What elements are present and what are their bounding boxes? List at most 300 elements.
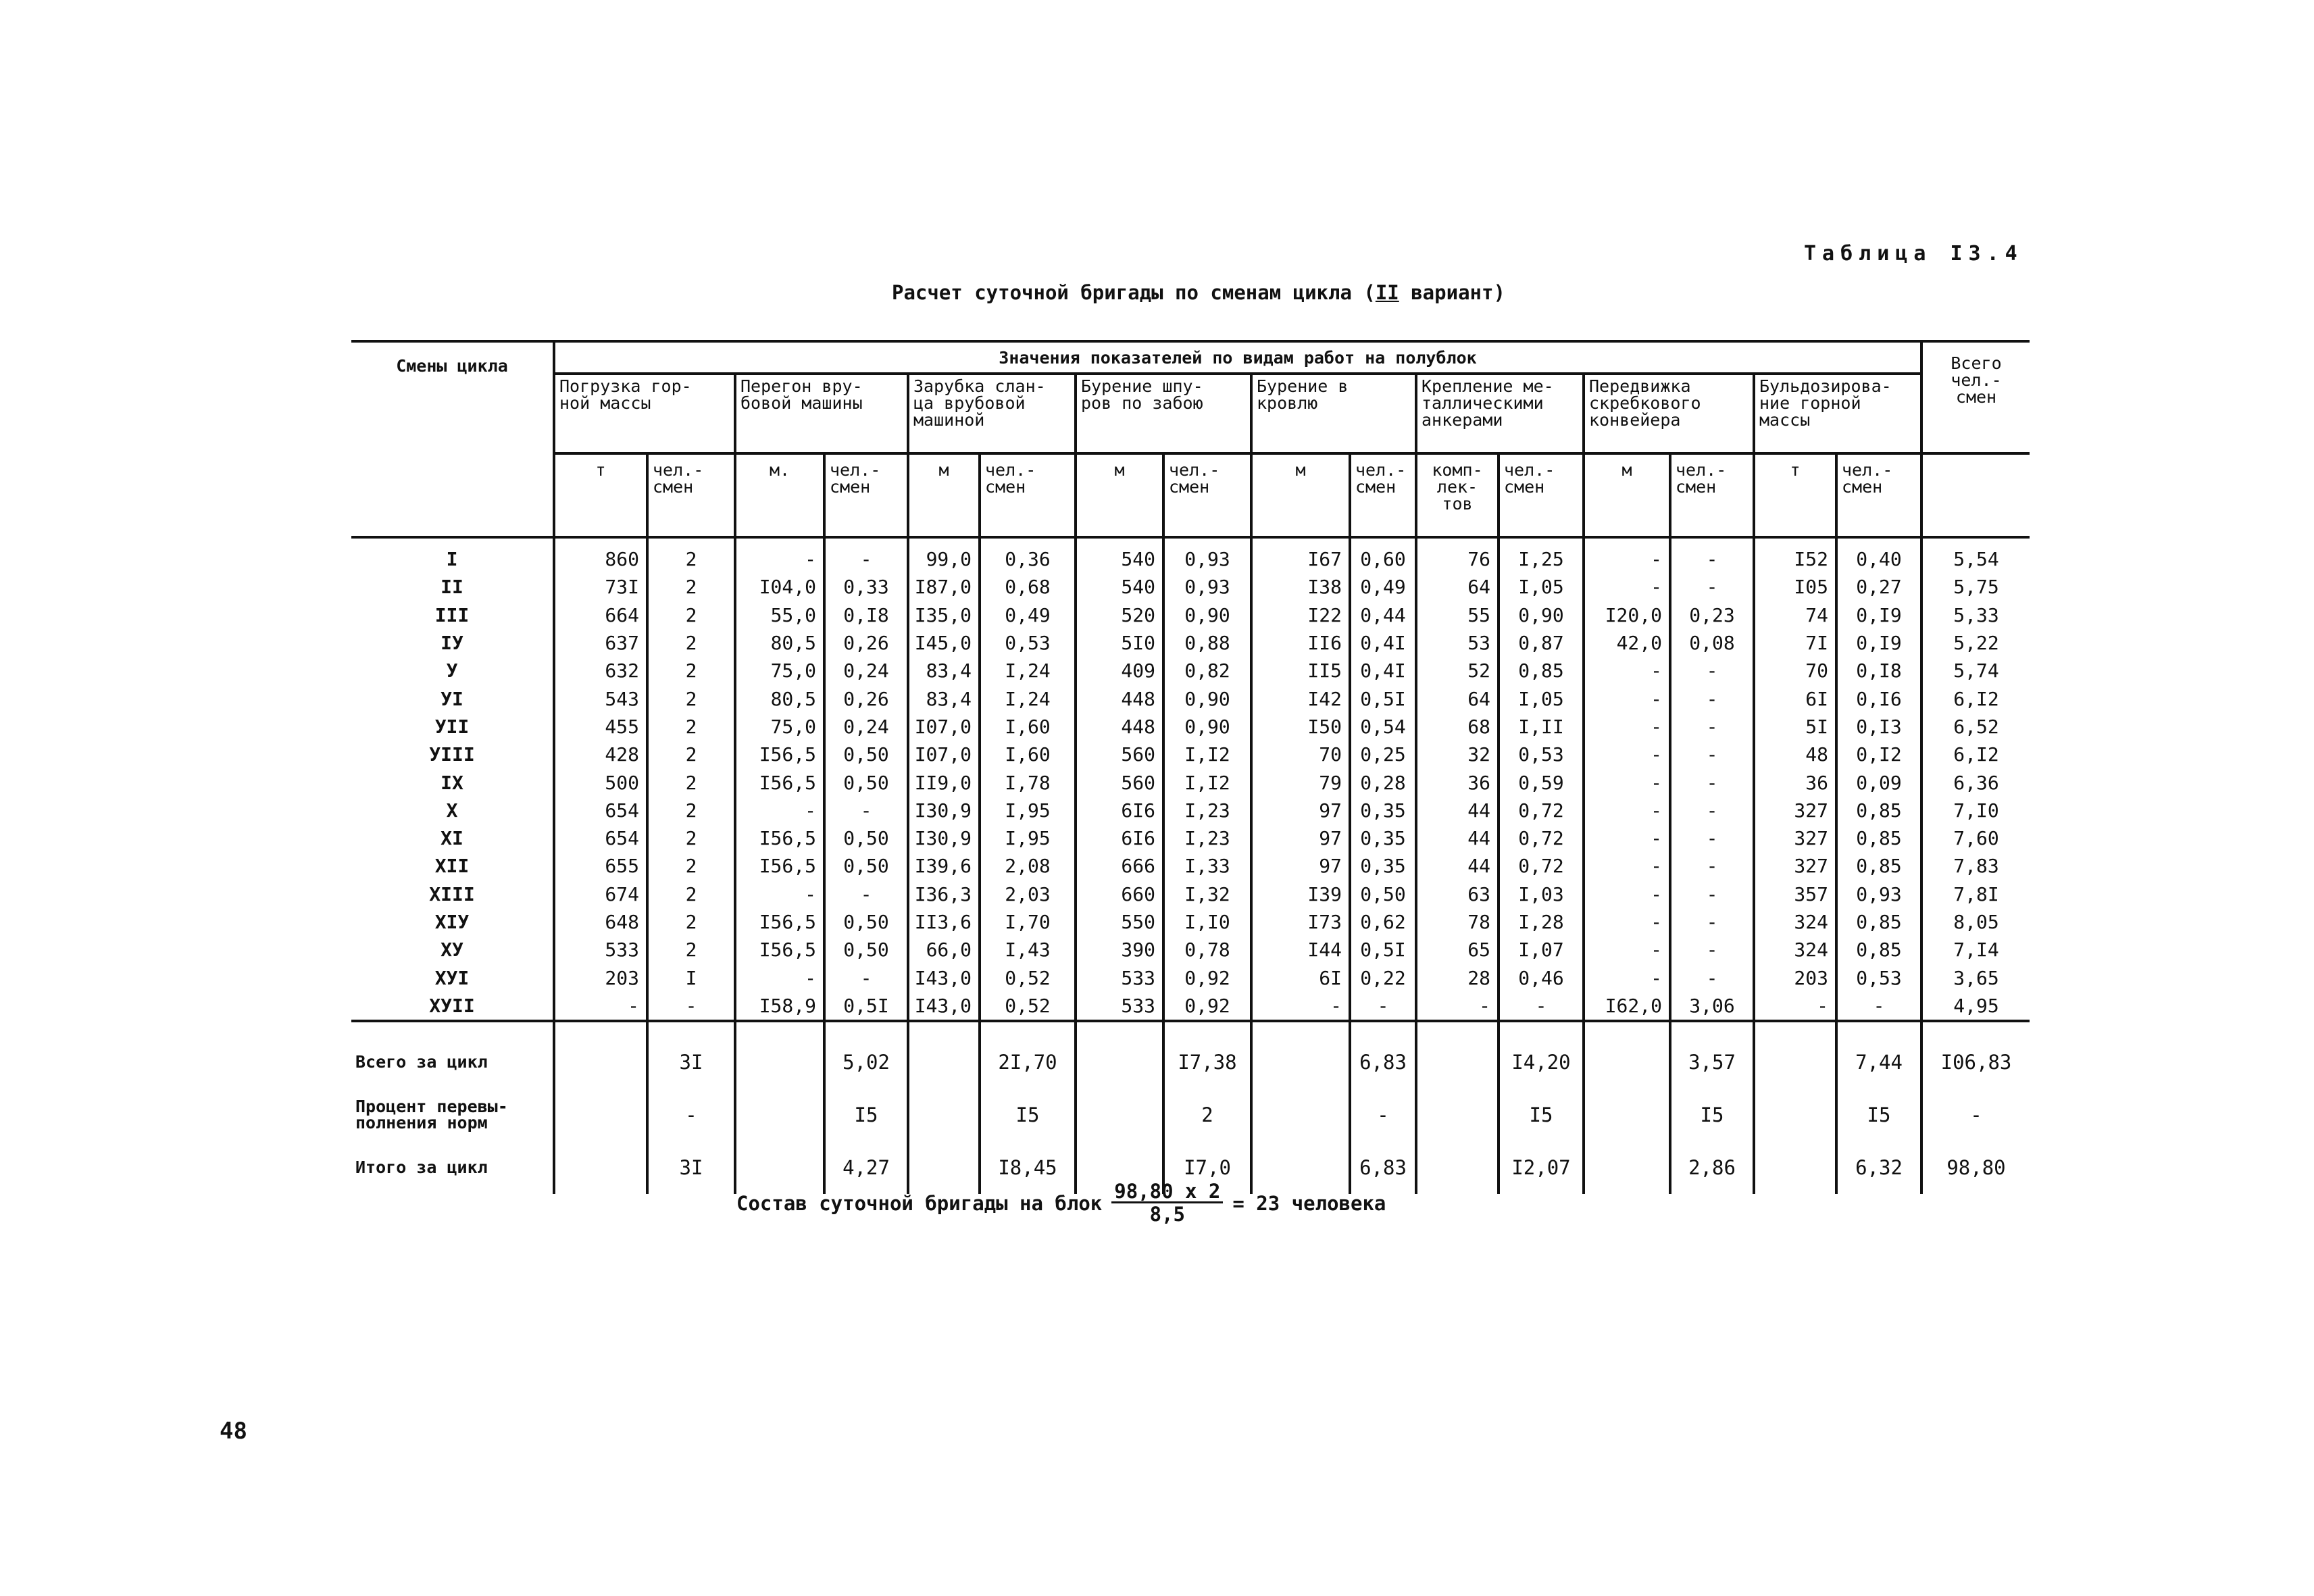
cell: 0,50 <box>824 936 908 964</box>
cell: 76 <box>1416 537 1499 573</box>
totals-cell <box>1251 1021 1350 1089</box>
header-unit-8-2: чел.- смен <box>1836 453 1921 537</box>
table-row <box>351 713 2030 741</box>
cell: 448 <box>1076 684 1163 712</box>
cell: 70 <box>1754 657 1836 684</box>
cell: 5,75 <box>1921 573 2030 601</box>
table-body <box>351 537 2030 1021</box>
cell: 327 <box>1754 824 1836 852</box>
cell: I,60 <box>980 713 1076 741</box>
cell: I,II <box>1499 713 1584 741</box>
cell: 0,08 <box>1670 629 1754 657</box>
cell: 44 <box>1416 797 1499 824</box>
cell: I56,5 <box>735 908 824 936</box>
cell: 44 <box>1416 852 1499 880</box>
totals-cell <box>1584 1021 1670 1089</box>
totals-cell: I5 <box>1836 1089 1921 1141</box>
cell: 0,90 <box>1163 601 1251 629</box>
cell: I43,0 <box>908 992 980 1021</box>
header-unit-6-1: комп- лек- тов <box>1416 453 1499 537</box>
totals-cell: I5 <box>1670 1089 1754 1141</box>
totals-cell <box>554 1141 647 1194</box>
cell: 5,22 <box>1921 629 2030 657</box>
cell: 540 <box>1076 537 1163 573</box>
cell: 7,I4 <box>1921 936 2030 964</box>
cell: 63 <box>1416 880 1499 908</box>
cell: 533 <box>1076 964 1163 991</box>
cell: 637 <box>554 629 647 657</box>
cell: 0,46 <box>1499 964 1584 991</box>
formula-numerator: 98,80 х 2 <box>1111 1181 1223 1203</box>
totals-cell: I7,0 <box>1163 1141 1251 1194</box>
totals-cell: 98,80 <box>1921 1141 2030 1194</box>
cell: 0,90 <box>1163 684 1251 712</box>
cell: 2 <box>647 852 735 880</box>
totals-cell: - <box>647 1089 735 1141</box>
cell: - <box>1251 992 1350 1021</box>
cell: 2 <box>647 657 735 684</box>
brigade-table <box>351 340 2030 1194</box>
formula-denominator: 8,5 <box>1149 1203 1186 1226</box>
cell: 7,60 <box>1921 824 2030 852</box>
cell: I,33 <box>1163 852 1251 880</box>
cell: 0,68 <box>980 573 1076 601</box>
cell: - <box>1584 824 1670 852</box>
cell: 44 <box>1416 824 1499 852</box>
cell: 0,93 <box>1163 537 1251 573</box>
cell: - <box>1670 936 1754 964</box>
totals-cell: 3I <box>647 1021 735 1089</box>
cell: - <box>1584 964 1670 991</box>
cell: 8,05 <box>1921 908 2030 936</box>
cell: 0,53 <box>1836 964 1921 991</box>
cell: I38 <box>1251 573 1350 601</box>
cell: 0,24 <box>824 657 908 684</box>
totals-cell: I06,83 <box>1921 1021 2030 1089</box>
header-work-5: Бурение в кровлю <box>1251 374 1416 453</box>
totals-cell: 6,83 <box>1350 1141 1416 1194</box>
cell: 0,27 <box>1836 573 1921 601</box>
row-shift: ХI <box>441 827 463 850</box>
cell: 53 <box>1416 629 1499 657</box>
cell: 357 <box>1754 880 1836 908</box>
header-unit-2-1: м. <box>735 453 824 537</box>
cell: 448 <box>1076 713 1163 741</box>
cell: 7,83 <box>1921 852 2030 880</box>
cell: I,07 <box>1499 936 1584 964</box>
cell: 6I6 <box>1076 797 1163 824</box>
cell: - <box>554 992 647 1021</box>
cell: 55 <box>1416 601 1499 629</box>
cell: - <box>1584 713 1670 741</box>
cell: 550 <box>1076 908 1163 936</box>
title-variant: II <box>1375 281 1399 304</box>
cell: 97 <box>1251 824 1350 852</box>
cell: - <box>824 537 908 573</box>
row-shift: Х <box>446 799 458 822</box>
title-suffix: вариант) <box>1399 281 1505 304</box>
cell: I,I2 <box>1163 741 1251 768</box>
table-row <box>351 537 2030 573</box>
cell: - <box>647 992 735 1021</box>
cell: I,05 <box>1499 684 1584 712</box>
cell: - <box>1670 537 1754 573</box>
header-shifts: Смены цикла <box>351 341 554 537</box>
cell: II3,6 <box>908 908 980 936</box>
cell: 500 <box>554 768 647 796</box>
totals-cell: - <box>1350 1089 1416 1141</box>
cell: - <box>1670 880 1754 908</box>
cell: 203 <box>554 964 647 991</box>
cell: 36 <box>1754 768 1836 796</box>
cell: 0,4I <box>1350 629 1416 657</box>
cell: 0,85 <box>1836 852 1921 880</box>
cell: 648 <box>554 908 647 936</box>
cell: 7,8I <box>1921 880 2030 908</box>
cell: - <box>1584 537 1670 573</box>
cell: 0,23 <box>1670 601 1754 629</box>
cell: 0,22 <box>1350 964 1416 991</box>
cell: 5I0 <box>1076 629 1163 657</box>
cell: - <box>1670 964 1754 991</box>
totals-cell: 5,02 <box>824 1021 908 1089</box>
formula-prefix: Состав суточной бригады на блок <box>736 1191 1103 1215</box>
cell: 0,53 <box>1499 741 1584 768</box>
cell: - <box>1670 768 1754 796</box>
cell: 0,09 <box>1836 768 1921 796</box>
totals-cell <box>1416 1141 1499 1194</box>
page-number: 48 <box>220 1418 247 1445</box>
cell: 99,0 <box>908 537 980 573</box>
cell: 0,93 <box>1163 573 1251 601</box>
cell: 2,03 <box>980 880 1076 908</box>
cell: - <box>735 537 824 573</box>
cell: 0,26 <box>824 684 908 712</box>
cell: I <box>647 964 735 991</box>
cell: 327 <box>1754 797 1836 824</box>
cell: 632 <box>554 657 647 684</box>
cell: I36,3 <box>908 880 980 908</box>
header-unit-8-1: т <box>1754 453 1836 537</box>
cell: 0,93 <box>1836 880 1921 908</box>
cell: 0,52 <box>980 992 1076 1021</box>
totals-cell: 2I,70 <box>980 1021 1076 1089</box>
totals-cell <box>1416 1089 1499 1141</box>
cell: 0,49 <box>980 601 1076 629</box>
cell: - <box>824 797 908 824</box>
cell: 560 <box>1076 768 1163 796</box>
header-total: Всего чел.- смен <box>1921 341 2030 453</box>
cell: 55,0 <box>735 601 824 629</box>
row-shift: ХУ <box>441 939 463 962</box>
cell: - <box>1584 573 1670 601</box>
cell: 74 <box>1754 601 1836 629</box>
cell: I,05 <box>1499 573 1584 601</box>
header-work-2: Перегон вру- бовой машины <box>735 374 908 453</box>
cell: 6,I2 <box>1921 684 2030 712</box>
table-row <box>351 880 2030 908</box>
cell: I56,5 <box>735 936 824 964</box>
row-shift: II <box>441 576 463 599</box>
cell: 0,49 <box>1350 573 1416 601</box>
cell: - <box>1670 824 1754 852</box>
cell: I07,0 <box>908 741 980 768</box>
title-prefix: Расчет суточной бригады по сменам цикла ( <box>892 281 1376 304</box>
cell: I,24 <box>980 684 1076 712</box>
cell: I05 <box>1754 573 1836 601</box>
totals-cell: I5 <box>980 1089 1076 1141</box>
cell: I,32 <box>1163 880 1251 908</box>
cell: 0,I9 <box>1836 601 1921 629</box>
cell: 83,4 <box>908 657 980 684</box>
cell: 78 <box>1416 908 1499 936</box>
cell: I,23 <box>1163 797 1251 824</box>
header-work-7: Передвижка скребкового конвейера <box>1584 374 1754 453</box>
cell: - <box>1350 992 1416 1021</box>
header-group: Значения показателей по видам работ на полублок <box>554 341 1921 374</box>
cell: I22 <box>1251 601 1350 629</box>
cell: 3,65 <box>1921 964 2030 991</box>
table-row <box>351 992 2030 1021</box>
cell: I45,0 <box>908 629 980 657</box>
totals-cell: I2,07 <box>1499 1141 1584 1194</box>
totals-cell <box>1754 1141 1836 1194</box>
cell: 0,85 <box>1836 797 1921 824</box>
cell: 97 <box>1251 797 1350 824</box>
cell: 0,28 <box>1350 768 1416 796</box>
cell: 2 <box>647 741 735 768</box>
cell: I30,9 <box>908 797 980 824</box>
cell: - <box>1584 880 1670 908</box>
header-unit-4-2: чел.- смен <box>1163 453 1251 537</box>
cell: 0,25 <box>1350 741 1416 768</box>
table-title <box>892 281 1505 304</box>
totals-cell <box>735 1021 824 1089</box>
cell: 0,35 <box>1350 797 1416 824</box>
cell: 0,60 <box>1350 537 1416 573</box>
cell: - <box>1754 992 1836 1021</box>
table-row <box>351 824 2030 852</box>
cell: - <box>824 880 908 908</box>
cell: 6I6 <box>1076 824 1163 852</box>
cell: 4,95 <box>1921 992 2030 1021</box>
row-shift: УII <box>434 715 470 738</box>
totals-cell: 6,32 <box>1836 1141 1921 1194</box>
row-shift: IУ <box>441 632 463 655</box>
cell: 2 <box>647 768 735 796</box>
cell: 2,08 <box>980 852 1076 880</box>
cell: 0,50 <box>824 741 908 768</box>
cell: 2 <box>647 573 735 601</box>
cell: 860 <box>554 537 647 573</box>
row-shift: ХУII <box>429 994 475 1017</box>
cell: - <box>735 797 824 824</box>
cell: 0,4I <box>1350 657 1416 684</box>
cell: 2 <box>647 880 735 908</box>
cell: 560 <box>1076 741 1163 768</box>
cell: 28 <box>1416 964 1499 991</box>
table-row <box>351 657 2030 684</box>
totals-cell <box>554 1021 647 1089</box>
cell: I,95 <box>980 824 1076 852</box>
totals-cell: 3,57 <box>1670 1021 1754 1089</box>
cell: 5I <box>1754 713 1836 741</box>
header-unit-7-2: чел.- смен <box>1670 453 1754 537</box>
cell: 0,90 <box>1163 713 1251 741</box>
cell: 0,I9 <box>1836 629 1921 657</box>
cell: II5 <box>1251 657 1350 684</box>
cell: I,25 <box>1499 537 1584 573</box>
cell: - <box>1584 768 1670 796</box>
cell: 64 <box>1416 684 1499 712</box>
row-shift: IХ <box>441 771 463 794</box>
cell: 68 <box>1416 713 1499 741</box>
totals-label: Всего за цикл <box>355 1052 488 1072</box>
cell: 0,52 <box>980 964 1076 991</box>
cell: 455 <box>554 713 647 741</box>
table-row <box>351 629 2030 657</box>
cell: 0,50 <box>824 852 908 880</box>
cell: 520 <box>1076 601 1163 629</box>
totals-cell: I7,38 <box>1163 1021 1251 1089</box>
cell: 48 <box>1754 741 1836 768</box>
totals-cell <box>1754 1021 1836 1089</box>
table-totals <box>351 1021 2030 1194</box>
cell: - <box>1584 936 1670 964</box>
cell: 83,4 <box>908 684 980 712</box>
totals-cell: 6,83 <box>1350 1021 1416 1089</box>
totals-cell: I5 <box>824 1089 908 1141</box>
cell: 327 <box>1754 852 1836 880</box>
cell: I67 <box>1251 537 1350 573</box>
cell: I,I2 <box>1163 768 1251 796</box>
totals-cell <box>1076 1021 1163 1089</box>
cell: 0,I8 <box>824 601 908 629</box>
table-caption: Таблица I3.4 <box>1804 242 2023 266</box>
table-row <box>351 908 2030 936</box>
row-shift: УI <box>441 687 463 710</box>
totals-row <box>351 1021 2030 1089</box>
cell: 324 <box>1754 936 1836 964</box>
cell: - <box>1670 684 1754 712</box>
table-row <box>351 573 2030 601</box>
totals-cell <box>735 1089 824 1141</box>
cell: 0,92 <box>1163 992 1251 1021</box>
table-row <box>351 741 2030 768</box>
header-work-1: Погрузка гор- ной массы <box>554 374 735 453</box>
cell: 2 <box>647 537 735 573</box>
header-unit-3-2: чел.- смен <box>980 453 1076 537</box>
cell: - <box>1584 852 1670 880</box>
cell: 0,88 <box>1163 629 1251 657</box>
totals-cell <box>1584 1089 1670 1141</box>
cell: 0,5I <box>1350 936 1416 964</box>
cell: 0,36 <box>980 537 1076 573</box>
cell: 0,33 <box>824 573 908 601</box>
cell: 324 <box>1754 908 1836 936</box>
totals-cell: I4,20 <box>1499 1021 1584 1089</box>
cell: 0,59 <box>1499 768 1584 796</box>
cell: I,24 <box>980 657 1076 684</box>
cell: - <box>1670 573 1754 601</box>
cell: 0,50 <box>1350 880 1416 908</box>
cell: 0,40 <box>1836 537 1921 573</box>
cell: I30,9 <box>908 824 980 852</box>
cell: 0,62 <box>1350 908 1416 936</box>
cell: I56,5 <box>735 768 824 796</box>
cell: 660 <box>1076 880 1163 908</box>
cell: 0,50 <box>824 908 908 936</box>
cell: 409 <box>1076 657 1163 684</box>
cell: 5,74 <box>1921 657 2030 684</box>
cell: 36 <box>1416 768 1499 796</box>
cell: 3,06 <box>1670 992 1754 1021</box>
cell: 666 <box>1076 852 1163 880</box>
totals-cell <box>1754 1089 1836 1141</box>
cell: 0,44 <box>1350 601 1416 629</box>
cell: I04,0 <box>735 573 824 601</box>
cell: 75,0 <box>735 713 824 741</box>
totals-cell: 2,86 <box>1670 1141 1754 1194</box>
cell: 79 <box>1251 768 1350 796</box>
cell: 533 <box>554 936 647 964</box>
cell: 0,90 <box>1499 601 1584 629</box>
cell: I56,5 <box>735 852 824 880</box>
cell: 664 <box>554 601 647 629</box>
cell: I,78 <box>980 768 1076 796</box>
cell: - <box>1670 657 1754 684</box>
cell: 2 <box>647 713 735 741</box>
totals-cell: 4,27 <box>824 1141 908 1194</box>
cell: I73 <box>1251 908 1350 936</box>
cell: 0,50 <box>824 768 908 796</box>
totals-cell: 2 <box>1163 1089 1251 1141</box>
cell: I,95 <box>980 797 1076 824</box>
header-unit-total <box>1921 453 2030 537</box>
cell: 0,24 <box>824 713 908 741</box>
header-unit-5-1: м <box>1251 453 1350 537</box>
cell: II9,0 <box>908 768 980 796</box>
brigade-formula <box>736 1181 1386 1225</box>
totals-cell: - <box>1921 1089 2030 1141</box>
header-work-3: Зарубка слан- ца врубовой машиной <box>908 374 1076 453</box>
totals-label: Процент перевы- полнения норм <box>355 1097 508 1133</box>
cell: I44 <box>1251 936 1350 964</box>
cell: 64 <box>1416 573 1499 601</box>
table-row <box>351 684 2030 712</box>
cell: - <box>1499 992 1584 1021</box>
cell: 0,26 <box>824 629 908 657</box>
cell: 7I <box>1754 629 1836 657</box>
cell: 65 <box>1416 936 1499 964</box>
header-unit-1-2: чел.- смен <box>647 453 735 537</box>
totals-cell: I5 <box>1499 1089 1584 1141</box>
cell: - <box>1584 657 1670 684</box>
cell: 0,5I <box>1350 684 1416 712</box>
header-unit-4-1: м <box>1076 453 1163 537</box>
cell: 52 <box>1416 657 1499 684</box>
totals-cell <box>908 1021 980 1089</box>
cell: - <box>1670 908 1754 936</box>
cell: - <box>1584 908 1670 936</box>
cell: 654 <box>554 824 647 852</box>
table-row <box>351 797 2030 824</box>
cell: I39 <box>1251 880 1350 908</box>
row-shift: ХIII <box>429 882 475 905</box>
cell: 0,78 <box>1163 936 1251 964</box>
cell: 0,35 <box>1350 852 1416 880</box>
cell: 428 <box>554 741 647 768</box>
